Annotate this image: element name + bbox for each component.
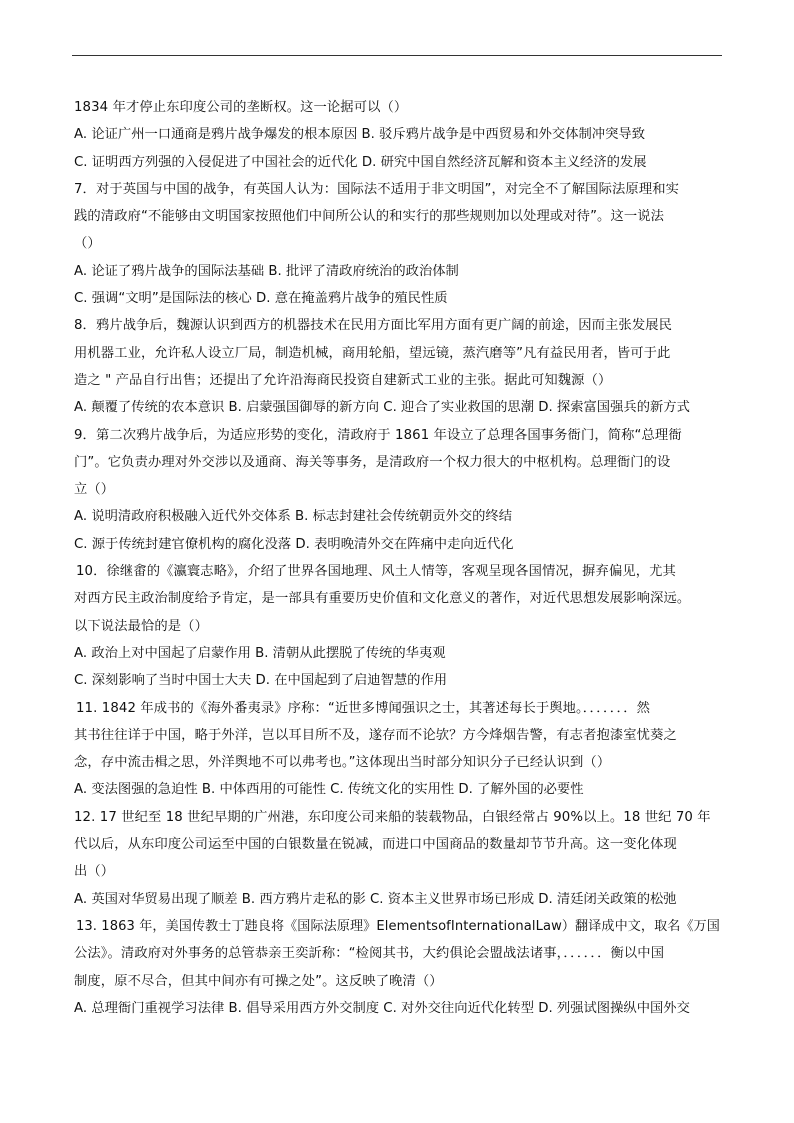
answer-options: A. 论证广州一口通商是鸦片战争爆发的根本原因 B. 驳斥鸦片战争是中西贸易和外交体制冲突导致 (74, 127, 645, 143)
header-rule (72, 55, 722, 56)
answer-options: A. 论证了鸦片战争的国际法基础 B. 批评了清政府统治的政治体制 (74, 263, 459, 279)
answer-options: C. 强调“文明”是国际法的核心 D. 意在掩盖鸦片战争的殖民性质 (74, 291, 448, 307)
question-8-text: 8．鸦片战争后，魏源认识到西方的机器技术在民用方面比军用方面有更广阔的前途，因而主张发展民 (74, 318, 673, 334)
answer-options: C. 源于传统封建官僚机构的腐化没落 D. 表明晚清外交在阵痛中走向近代化 (74, 536, 514, 552)
question-7-text: 7．对于英国与中国的战争，有英国人认为：国际法不适用于非文明国”，对完全不了解国际法原理和实 (74, 181, 680, 197)
answer-options: A. 变法图强的急迫性 B. 中体西用的可能性 C. 传统文化的实用性 D. 了解外国的必要性 (74, 782, 584, 798)
question-11-text: 其书往往详于中国，略于外洋，岂以耳目所不及，遂存而不论欤？方今烽烟告警，有志者抱漆室忧葵之 (74, 727, 677, 743)
answer-options: C. 证明西方列强的入侵促进了中国社会的近代化 D. 研究中国自然经济瓦解和资本主义经济的发展 (74, 154, 647, 170)
question-12-text: 代以后，从东印度公司运至中国的白银数量在锐减，而进口中国商品的数量却节节升高。这一变化体现 (74, 837, 677, 853)
question-9-text: 9．第二次鸦片战争后，为适应形势的变化，清政府于 1861 年设立了总理各国事务衙门，简称“总理衙 (74, 427, 682, 443)
question-12-text: 出（） (74, 864, 115, 880)
question-11-text: 念，存中流击楫之思，外洋舆地不可以弗考也。”这体现出当时部分知识分子已经认识到（） (74, 755, 611, 771)
question-10-text: 10．徐继畬的《瀛寰志略》，介绍了世界各国地理、风土人情等，客观呈现各国情况，摒弃偏见，尤其 (76, 564, 676, 580)
answer-options: A. 政治上对中国起了启蒙作用 B. 清朝从此摆脱了传统的华夷观 (74, 645, 446, 661)
answer-options: A. 英国对华贸易出现了顺差 B. 西方鸦片走私的影 C. 资本主义世界市场已形成 D. 清廷闭关政策的松弛 (74, 891, 677, 907)
question-continuation: 1834 年才停止东印度公司的垄断权。这一论据可以（） (74, 100, 408, 115)
answer-options: A. 总理衙门重视学习法律 B. 倡导采用西方外交制度 C. 对外交往向近代化转型 D. 列强试图操纵中国外交 (74, 1000, 690, 1016)
question-8-text: 造之 " 产品自行出售；还提出了允许沿海商民投资自建新式工业的主张。据此可知魏源（） (74, 372, 612, 388)
question-7-text: （） (74, 236, 101, 252)
answer-options: A. 颠覆了传统的农本意识 B. 启蒙强国御辱的新方向 C. 迎合了实业救国的思潮 D. 探索富国强兵的新方式 (74, 400, 690, 416)
question-10-text: 对西方民主政治制度给予肯定，是一部具有重要历史价值和文化意义的著作，对近代思想发展影响深远。 (74, 591, 691, 607)
question-12-text: 12. 17 世纪至 18 世纪早期的广州港，东印度公司来船的装载物品，白银经常占 90%以上。18 世纪 70 年 (74, 809, 711, 825)
question-10-text: 以下说法最恰的是（） (74, 618, 208, 634)
question-9-text: 立（） (74, 482, 115, 498)
question-9-text: 门”。它负责办理对外交涉以及通商、海关等事务，是清政府一个权力很大的中枢机构。总理衙门的设 (74, 454, 671, 470)
question-8-text: 用机器工业，允许私人设立厂局，制造机械，商用轮船，望远镜，蒸汽磨等”凡有益民用者，皆可于此 (74, 345, 671, 361)
question-7-text: 践的清政府“不能够由文明国家按照他们中间所公认的和实行的那些规则加以处理或对待”。这一说法 (74, 209, 665, 225)
document-body (74, 94, 720, 1022)
question-13-text: 制度，原不尽合，但其中间亦有可操之处”。这反映了晚清（） (74, 973, 443, 989)
question-13-text: 公法》。清政府对外事务的总管恭亲王奕訢称：“检阅其书，大约俱论会盟战法诸事，．．．．．．衡以中国 (74, 946, 665, 962)
answer-options: A. 说明清政府积极融入近代外交体系 B. 标志封建社会传统朝贡外交的终结 (74, 509, 513, 525)
question-11-text: 11. 1842 年成书的《海外番夷录》序称：“近世多博闻强识之士，其著述每长于舆地。．．．．．．．然 (76, 700, 651, 716)
question-13-text: 13. 1863 年，美国传教士丁韪良将《国际法原理》ElementsofInternationalLaw）翻译成中文，取名《万国 (75, 918, 720, 934)
answer-options: C. 深刻影响了当时中国士大夫 D. 在中国起到了启迪智慧的作用 (74, 673, 448, 689)
